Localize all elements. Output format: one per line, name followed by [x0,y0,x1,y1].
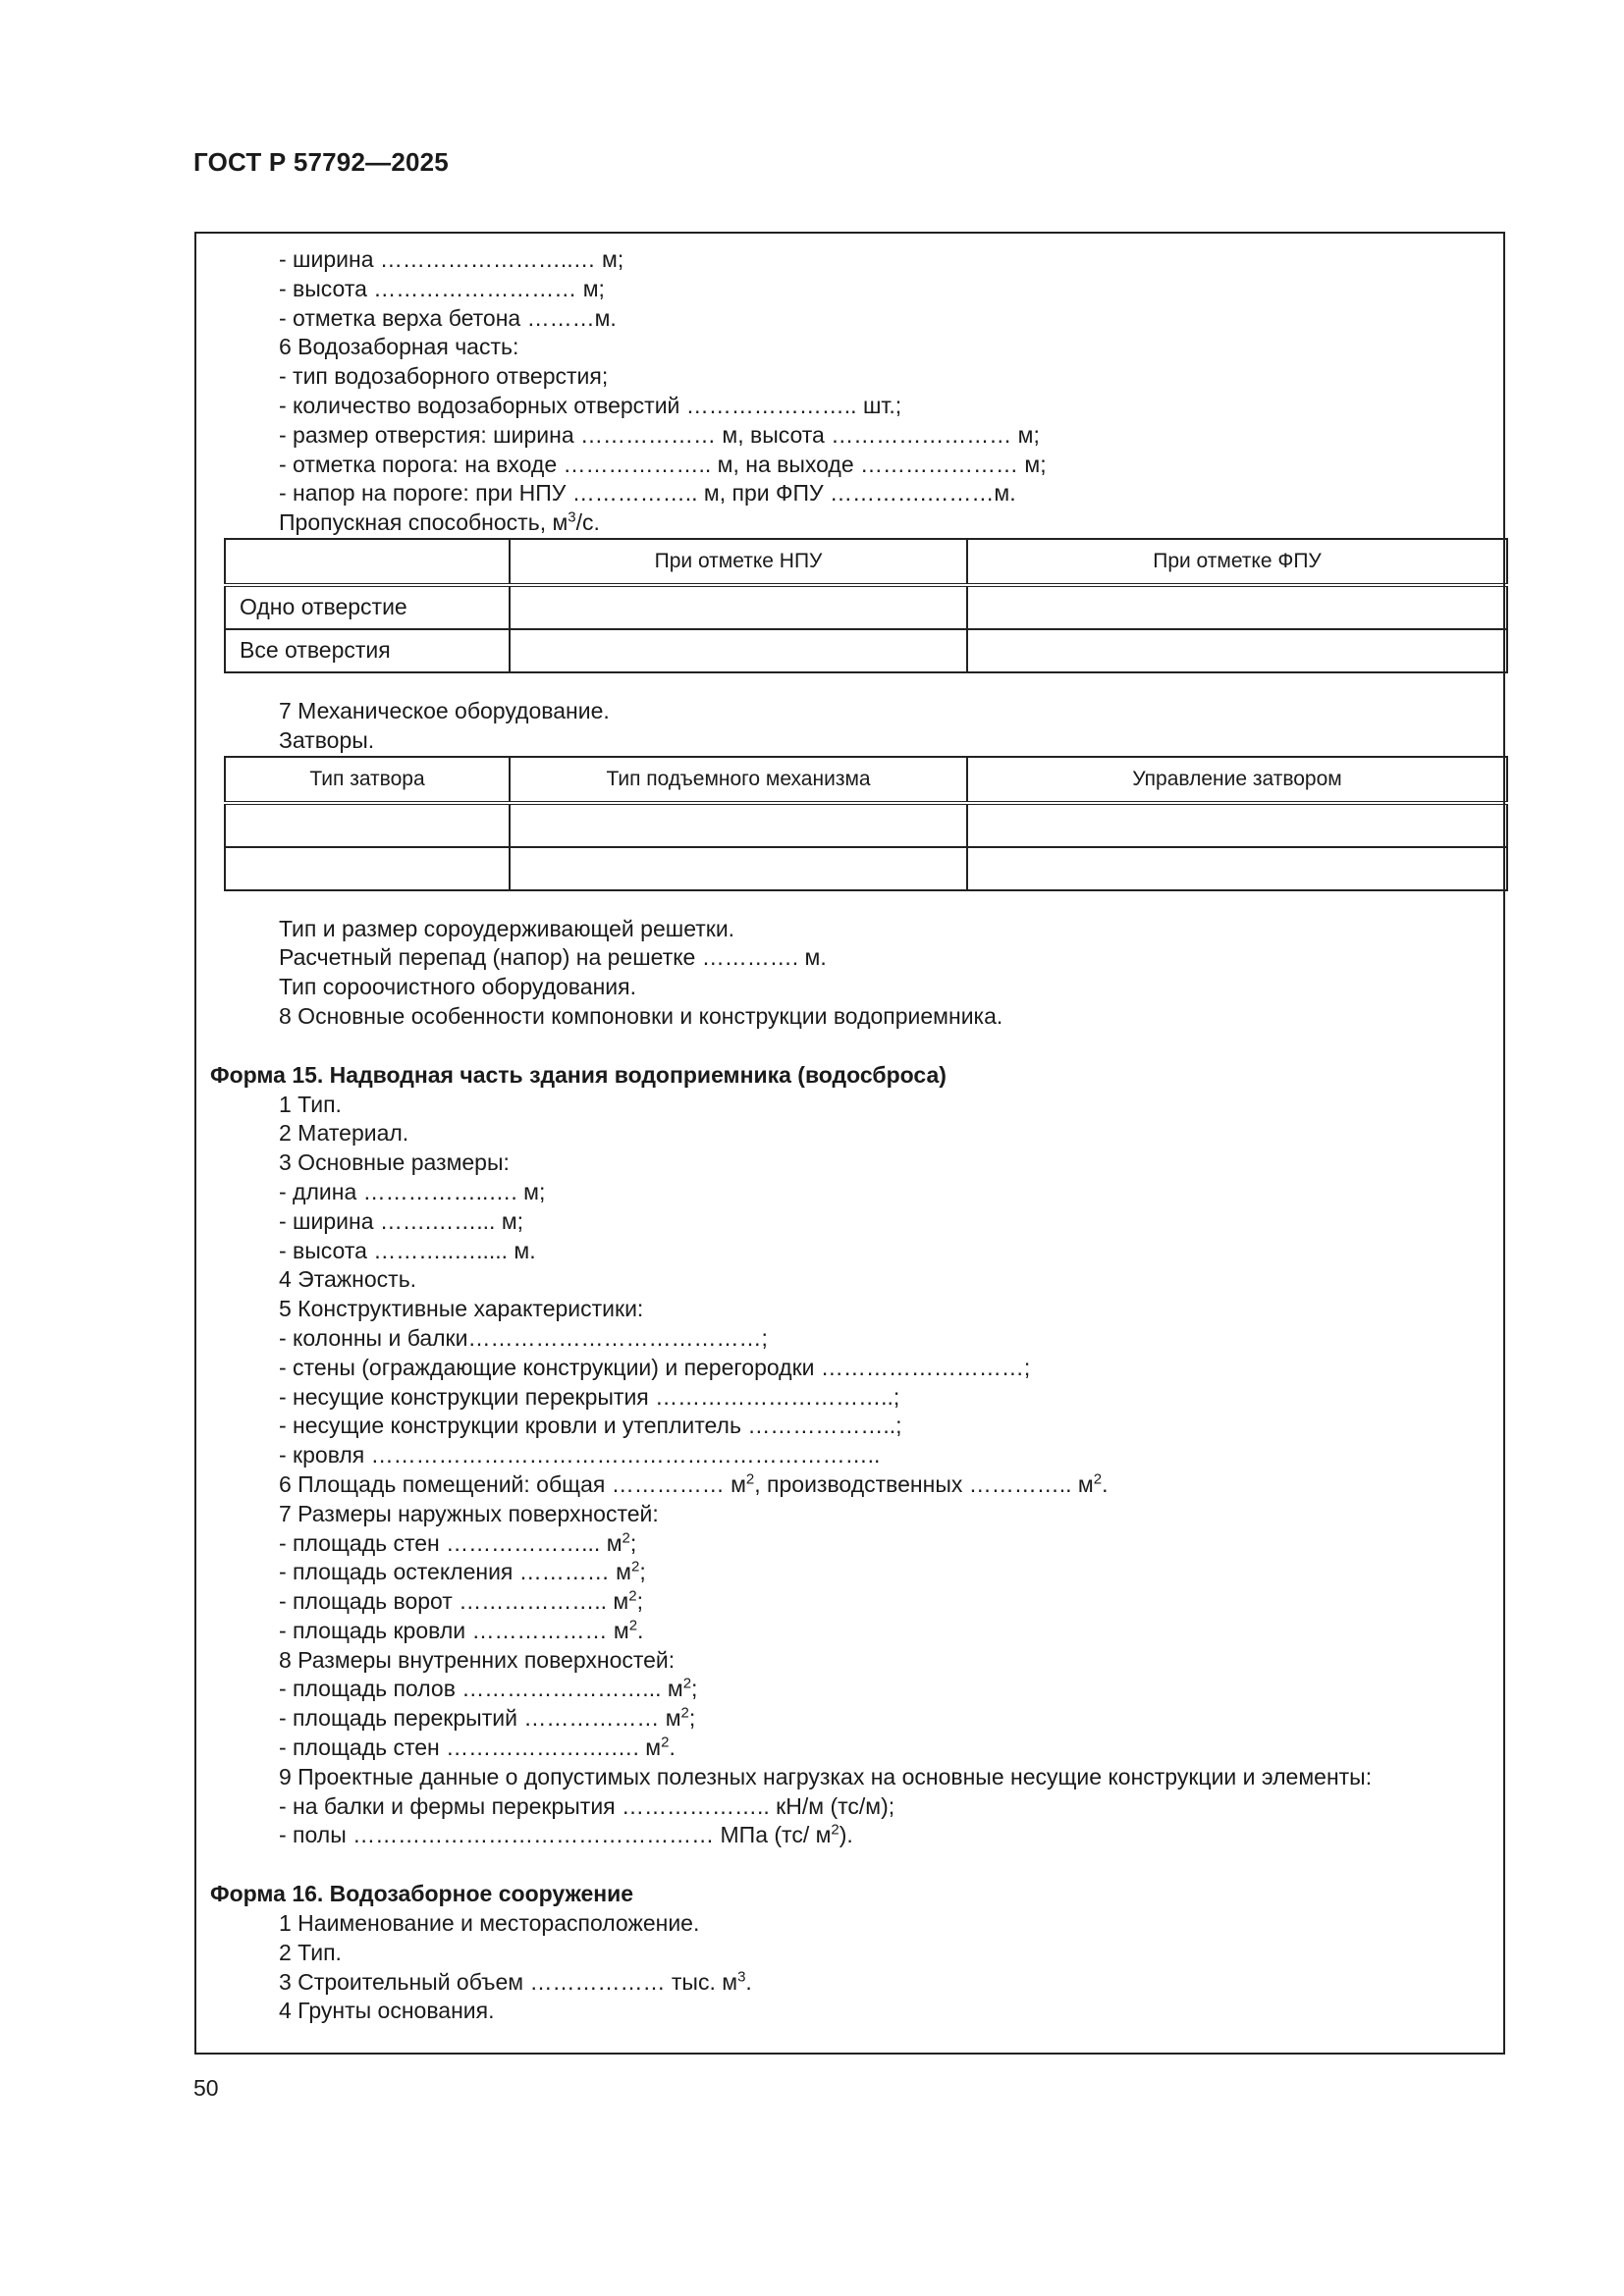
form16-heading: Форма 16. Водозаборное сооружение [210,1881,634,1907]
table-cell [510,803,967,847]
text-line: - несущие конструкции кровли и утеплитель ………………..; [279,1413,902,1439]
table-cell [967,847,1507,890]
text-line: Тип и размер сороудерживающей решетки. [279,915,735,941]
text-line: 7 Механическое оборудование. [279,697,610,723]
text-line: 3 Строительный объем ……………… тыс. $м^3$. [279,1968,752,1995]
table-header-cell [225,539,510,585]
text-line: 1 Наименование и месторасположение. [279,1910,700,1937]
text-line: - отметка порога: на входе ……………….. м, на выходе ………………… м; [279,451,1047,477]
text-line: - колонны и балки…………………………………; [279,1324,768,1351]
form-frame [194,232,1505,2055]
text-line: - напор на пороге: при НПУ …………….. м, при ФПУ ………….………м. [279,480,1016,507]
text-line: 8 Размеры внутренних поверхностей: [279,1646,676,1673]
table-cell [510,585,967,629]
table-row [225,803,1507,847]
table-cell [967,629,1507,672]
table-header-row [225,539,1507,585]
text-line: 9 Проектные данные о допустимых полезных нагрузках на основные несущие конструкции и элементы: [279,1763,1373,1789]
table-header-cell: Тип затвора [225,757,510,803]
document-header: ГОСТ Р 57792—2025 [193,147,449,177]
text-line: - стены (ограждающие конструкции) и перегородки ………………………; [279,1354,1031,1380]
text-line: - площадь перекрытий ……………… $м^2$; [279,1704,696,1732]
table-header-cell: Тип подъемного механизма [510,757,967,803]
table-row [225,585,1507,629]
text-line: - площадь полов ……………………... $м^2$; [279,1675,698,1702]
text-line: 7 Размеры наружных поверхностей: [279,1500,659,1526]
table-cell: Одно отверстие [225,585,510,629]
text-line: Тип сороочистного оборудования. [279,974,636,1000]
text-line: 6 Водозаборная часть: [279,334,519,360]
table-header-row [225,757,1507,803]
text-line: 4 Этажность. [279,1266,417,1293]
text-line: - площадь остекления ………… $м^2$; [279,1558,646,1585]
text-line: - длина ……………..…. м; [279,1178,546,1204]
text-line: 1 Тип. [279,1091,342,1117]
table-header-cell: При отметке НПУ [510,539,967,585]
table-cell [510,629,967,672]
text-line: - тип водозаборного отверстия; [279,363,609,390]
page-number: 50 [193,2075,219,2101]
text-line: - площадь стен ………………….…. $м^2$. [279,1734,676,1761]
form-content [196,234,1503,2026]
text-line: 5 Конструктивные характеристики: [279,1296,644,1322]
text-line: 2 Материал. [279,1120,409,1147]
table-header-cell: При отметке ФПУ [967,539,1507,585]
capacity-table [224,538,1508,673]
text-line: 2 Тип. [279,1939,342,1965]
table-header-cell: Управление затвором [967,757,1507,803]
table-cell [225,803,510,847]
text-line: - ширина ……………………..… м; [279,246,624,272]
text-line: 3 Основные размеры: [279,1149,510,1176]
table-cell [510,847,967,890]
text-line: - площадь ворот ……………….. $м^2$; [279,1587,643,1615]
text-line: Затворы. [279,726,375,753]
area-line: 6 Площадь помещений: общая …………… $м^2$, производственных ………….. $м^2$. [279,1470,1109,1497]
capacity-label: Пропускная способность, $м^3/с$. [279,508,600,536]
text-line: - высота ……………………… м; [279,275,605,301]
text-line: - полы ………………………………………… МПа (тс/ $м^2$). [279,1821,853,1848]
table-cell [225,847,510,890]
text-line: - площадь кровли ……………… $м^2$. [279,1617,644,1643]
text-line: - размер отверстия: ширина ……………… м, высота …………………… м; [279,421,1040,448]
text-line: - количество водозаборных отверстий ………………….. шт.; [279,392,902,418]
form15-heading: Форма 15. Надводная часть здания водоприемника (водосброса) [210,1061,947,1088]
gates-table [224,756,1508,891]
text-line: - кровля ………………………………………………………….. [279,1442,881,1468]
text-line: 8 Основные особенности компоновки и конструкции водоприемника. [279,1002,1003,1029]
text-line: Расчетный перепад (напор) на решетке …………. м. [279,944,827,971]
table-cell [967,803,1507,847]
table-row [225,847,1507,890]
text-line: - площадь стен ………………... $м^2$; [279,1528,637,1556]
table-cell [967,585,1507,629]
text-line: - на балки и фермы перекрытия ……………….. кН/м (тс/м); [279,1792,895,1819]
table-row [225,629,1507,672]
text-line: 4 Грунты основания. [279,1998,495,2024]
text-line: - несущие конструкции перекрытия …………………………..; [279,1383,900,1410]
table-cell: Все отверстия [225,629,510,672]
text-line: - отметка верха бетона ………м. [279,304,617,331]
text-line: - высота ………..…..... м. [279,1237,536,1263]
text-line: - ширина …….……... м; [279,1207,524,1234]
